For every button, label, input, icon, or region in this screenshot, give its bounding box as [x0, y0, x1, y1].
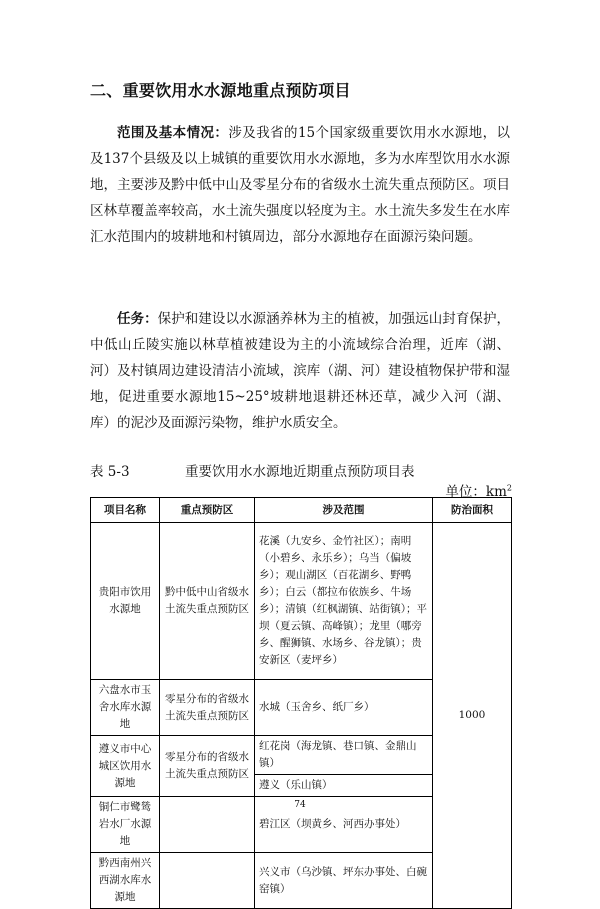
task-lead: 任务：: [117, 311, 158, 327]
cell-project-name: 贵阳市饮用水源地: [91, 523, 160, 680]
cell-scope: 红花岗（海龙镇、巷口镇、金鼎山镇）: [255, 736, 433, 775]
table-row: [91, 523, 512, 680]
cell-project-name: 铜仁市鹭鸶岩水厂水源地: [91, 797, 160, 853]
table-header-row: [91, 498, 512, 523]
cell-project-name: 遵义市中心城区饮用水源地: [91, 736, 160, 797]
task-paragraph: [90, 306, 510, 436]
cell-area-total: 1000: [433, 523, 512, 909]
table-number: 表 5-3: [90, 464, 130, 480]
table-caption: [90, 460, 415, 480]
section-heading: 二、重要饮用水水源地重点预防项目: [90, 81, 351, 100]
cell-prevention-zone: 零星分布的省级水土流失重点预防区: [160, 736, 255, 797]
header-project-name: 项目名称: [91, 498, 160, 523]
task-text: 保护和建设以水源涵养林为主的植被，加强远山封育保护，中低山丘陵实施以林草植被建设为主的小流域综合治理，近库（湖、河）及村镇周边建设清洁小流域，滨库（湖、河）建设植物保护带和湿地，促进重要水源地15~25°坡耕地退耕还林还草，减少入河（湖、库）的泥沙及面源污染物，维护水质安全。: [90, 311, 511, 431]
cell-prevention-zone: 零星分布的省级水土流失重点预防区: [160, 680, 255, 736]
scope-lead: 范围及基本情况：: [117, 125, 229, 141]
unit-sup: 2: [506, 483, 512, 493]
cell-project-name: 六盘水市玉舍水库水源地: [91, 680, 160, 736]
table-title: 重要饮用水水源地近期重点预防项目表: [185, 464, 415, 480]
cell-scope: 水城（玉舍乡、纸厂乡）: [255, 680, 433, 736]
page-number: 74: [294, 800, 306, 810]
cell-scope: 花溪（九安乡、金竹社区）；南明（小碧乡、永乐乡）；乌当（偏坡乡）；观山湖区（百花湖乡、野鸭乡）；白云（都拉布依族乡、牛场乡）；清镇（红枫湖镇、站街镇）；平坝（夏云镇、高峰镇）；龙里（哪旁乡、醒狮镇、水场乡、谷龙镇）；贵安新区（麦坪乡）: [255, 523, 433, 680]
cell-prevention-zone: [160, 853, 255, 909]
cell-scope: 遵义（乐山镇）: [255, 775, 433, 797]
cell-project-name: 黔西南州兴西湖水库水源地: [91, 853, 160, 909]
cell-scope: 碧江区（坝黄乡、河西办事处）: [255, 797, 433, 853]
unit-text: 单位：km: [445, 484, 507, 500]
scope-text: 涉及我省的15个国家级重要饮用水水源地，以及137个县级及以上城镇的重要饮用水水源地，多为水库型饮用水水源地，主要涉及黔中低中山及零星分布的省级水土流失重点预防区。项目区林草覆盖率较高，水土流失强度以轻度为主。水土流失多发生在水库汇水范围内的坡耕地和村镇周边，部分水源地存在面源污染问题。: [90, 125, 510, 245]
cell-scope: 兴义市（乌沙镇、坪东办事处、白碗窑镇）: [255, 853, 433, 909]
cell-prevention-zone: 黔中低中山省级水土流失重点预防区: [160, 523, 255, 680]
scope-paragraph: [90, 120, 510, 250]
header-area: 防治面积: [433, 498, 512, 523]
project-table: [90, 497, 512, 909]
header-prevention-zone: 重点预防区: [160, 498, 255, 523]
header-scope: 涉及范围: [255, 498, 433, 523]
